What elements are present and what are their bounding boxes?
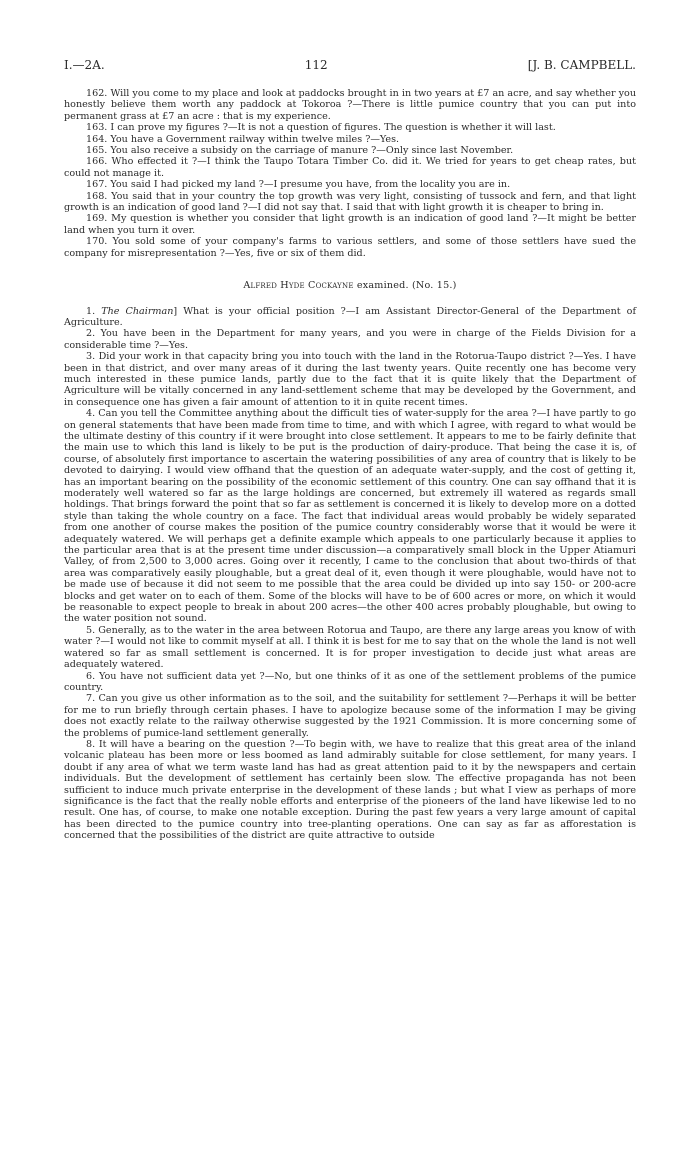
- qa-paragraph: 5. Generally, as to the water in the area between Rotorua and Taupo, are there any large areas you know of with water ?—I would not like to commit myself at all. I think it is best for me to say that on the whole the land is not well watered so far as small settlement is concerned. It is for proper investigation to decide just what areas are adequately watered.: [64, 624, 636, 671]
- testimony-before: [64, 88, 636, 259]
- header-witness: [J. B. CAMPBELL.: [527, 58, 636, 72]
- qa-paragraph: 168. You said that in your country the top growth was very light, consisting of tussock and fern, and that light growth is an indication of good land ?—I did not say that. I said that with light growth it is cheaper to bring in.: [64, 190, 636, 214]
- qa-paragraph: 7. Can you give us other information as to the soil, and the suitability for settlement ?—Perhaps it will be better for me to run briefly through certain phases. I have to apologize because some of the information I may be giving does not exactly relate to the railway otherwise suggested by the 1921 Commission. It is more concerning some of the problems of pumice-land settlement generally.: [64, 693, 636, 739]
- qa-paragraph: 6. You have not sufficient data yet ?—No, but one thinks of it as one of the settlement problems of the pumice country.: [64, 670, 636, 693]
- testimony-after: [64, 306, 636, 842]
- witness-heading-rest: examined. (No. 15.): [353, 280, 457, 292]
- qa-paragraph: 170. You sold some of your company's farms to various settlers, and some of those settlers have sued the company for misrepresentation ?—Yes, five or six of them did.: [64, 236, 636, 259]
- qa-paragraph: 2. You have been in the Department for many years, and you were in charge of the Fields Division for a considerable time ?—Yes.: [64, 328, 636, 351]
- qa-paragraph: 164. You have a Government railway within twelve miles ?—Yes.: [86, 133, 400, 145]
- qa-paragraph: [64, 306, 636, 329]
- page-header: [64, 58, 636, 72]
- speaker-label: The Chairman: [101, 305, 174, 317]
- qa-paragraph: 166. Who effected it ?—I think the Taupo Totara Timber Co. did it. We tried for years to get cheap rates, but could not manage it.: [64, 156, 636, 179]
- qa-paragraph: 8. It will have a bearing on the question ?—To begin with, we have to realize that this great area of the inland volcanic plateau has been more or less boomed as land admirably suitable for close settlement, for many years. I doubt if any area of what we term waste land has had as great attention paid to it by the newspapers and certain individuals. But the development of settlement has certainly been slow. The effective propaganda has not been sufficient to induce much private enterprise in the development of these lands ; but what I view as perhaps of more significance is the fact that the really noble efforts and enterprise of the pioneers of the land have likewise led to no result. One has, of course, to make one notable exception. During the past few years a very large amount of capital has been directed to the pumice country into tree-planting operations. One can say as far as afforestation is concerned that the possibilities of the district are quite attractive to outside: [64, 738, 636, 842]
- qa-number: 1.: [86, 305, 102, 317]
- header-report-code: I.—2A.: [64, 58, 105, 72]
- qa-paragraph: 162. Will you come to my place and look at paddocks brought in in two years at £7 an acre, and say whether you honestly believe them worth any paddock at Tokoroa ?—There is little pumice country that you can put into permanent grass at £7 an acre : that is my experience.: [64, 88, 636, 122]
- qa-paragraph: 4. Can you tell the Committee anything about the difficult ties of water-supply for the area ?—I have partly to go on general statements that have been made from time to time, and with which I agree, with regard to what would be the ultimate destiny of this country if it were brought into close settlement. It appears to me to be fairly definite that the main use to which this land is likely to be put is the production of dairy-produce. That being the case it is, of course, of absolutely first importance to ascertain the watering possibilities of any area of country that is likely to be devoted to dairying. I would view offhand that the question of an adequate water-supply, and the cost of getting it, has an important bearing on the possibility of the economic settlement of this country. One can say offhand that it is moderately well watered so far as the large holdings are concerned, but extremely ill watered as regards small holdings. That brings forward the point that so far as settlement is concerned it is likely to develop more on a dotted style than taking the whole country on a face. The fact that individual areas would probably be widely separated from one another of course makes the position of the pumice country considerably worse that it would be were it adequately watered. We will perhaps get a definite example which appeals to one particularly because it applies to the particular area that is at the present time under discussion—a comparatively small block in the Upper Atiamuri Valley, of from 2,500 to 3,000 acres. Going over it recently, I came to the conclusion that about two-thirds of that area was comparatively easily ploughable, but a great deal of it, even though it were ploughable, would have not to be made use of because it did not seem to me possible that the area could be divided up into say 150- or 200-acre blocks and get water on to each of them. Some of the blocks will have to be of 600 acres or more, on which it would be reasonable to expect people to break in about 200 acres—the other 400 acres probably ploughable, but owing to the water position not sound.: [64, 408, 636, 625]
- document-page: [64, 58, 636, 842]
- qa-paragraph: 165. You also receive a subsidy on the carriage of manure ?—Only since last November.: [86, 145, 514, 157]
- qa-paragraph: 163. I can prove my figures ?—It is not a question of figures. The question is whether it will last.: [86, 122, 556, 134]
- qa-text: ] What is your official position ?—I am Assistant Director-General of the Department of Agriculture.: [64, 305, 637, 328]
- witness-heading: [64, 280, 636, 291]
- header-page-number: 112: [304, 58, 328, 72]
- qa-paragraph: 169. My question is whether you consider that light growth is an indication of good land ?—It might be better land when you turn it over.: [64, 213, 636, 236]
- qa-paragraph: 167. You said I had picked my land ?—I presume you have, from the locality you are in.: [86, 179, 511, 191]
- qa-paragraph: 3. Did your work in that capacity bring you into touch with the land in the Rotorua-Taupo district ?—Yes. I have been in that district, and over many areas of it during the last twenty years. Quite recently one has become very much interested in these pumice lands, partly due to the fact that it is quite likely that the Department of Agriculture will be vitally concerned in any land-settlement scheme that may be developed by the Government, and in consequence one has given a fair amount of attention to it in quite recent times.: [64, 351, 636, 408]
- witness-name: Alfred Hyde Cockayne: [243, 280, 354, 292]
